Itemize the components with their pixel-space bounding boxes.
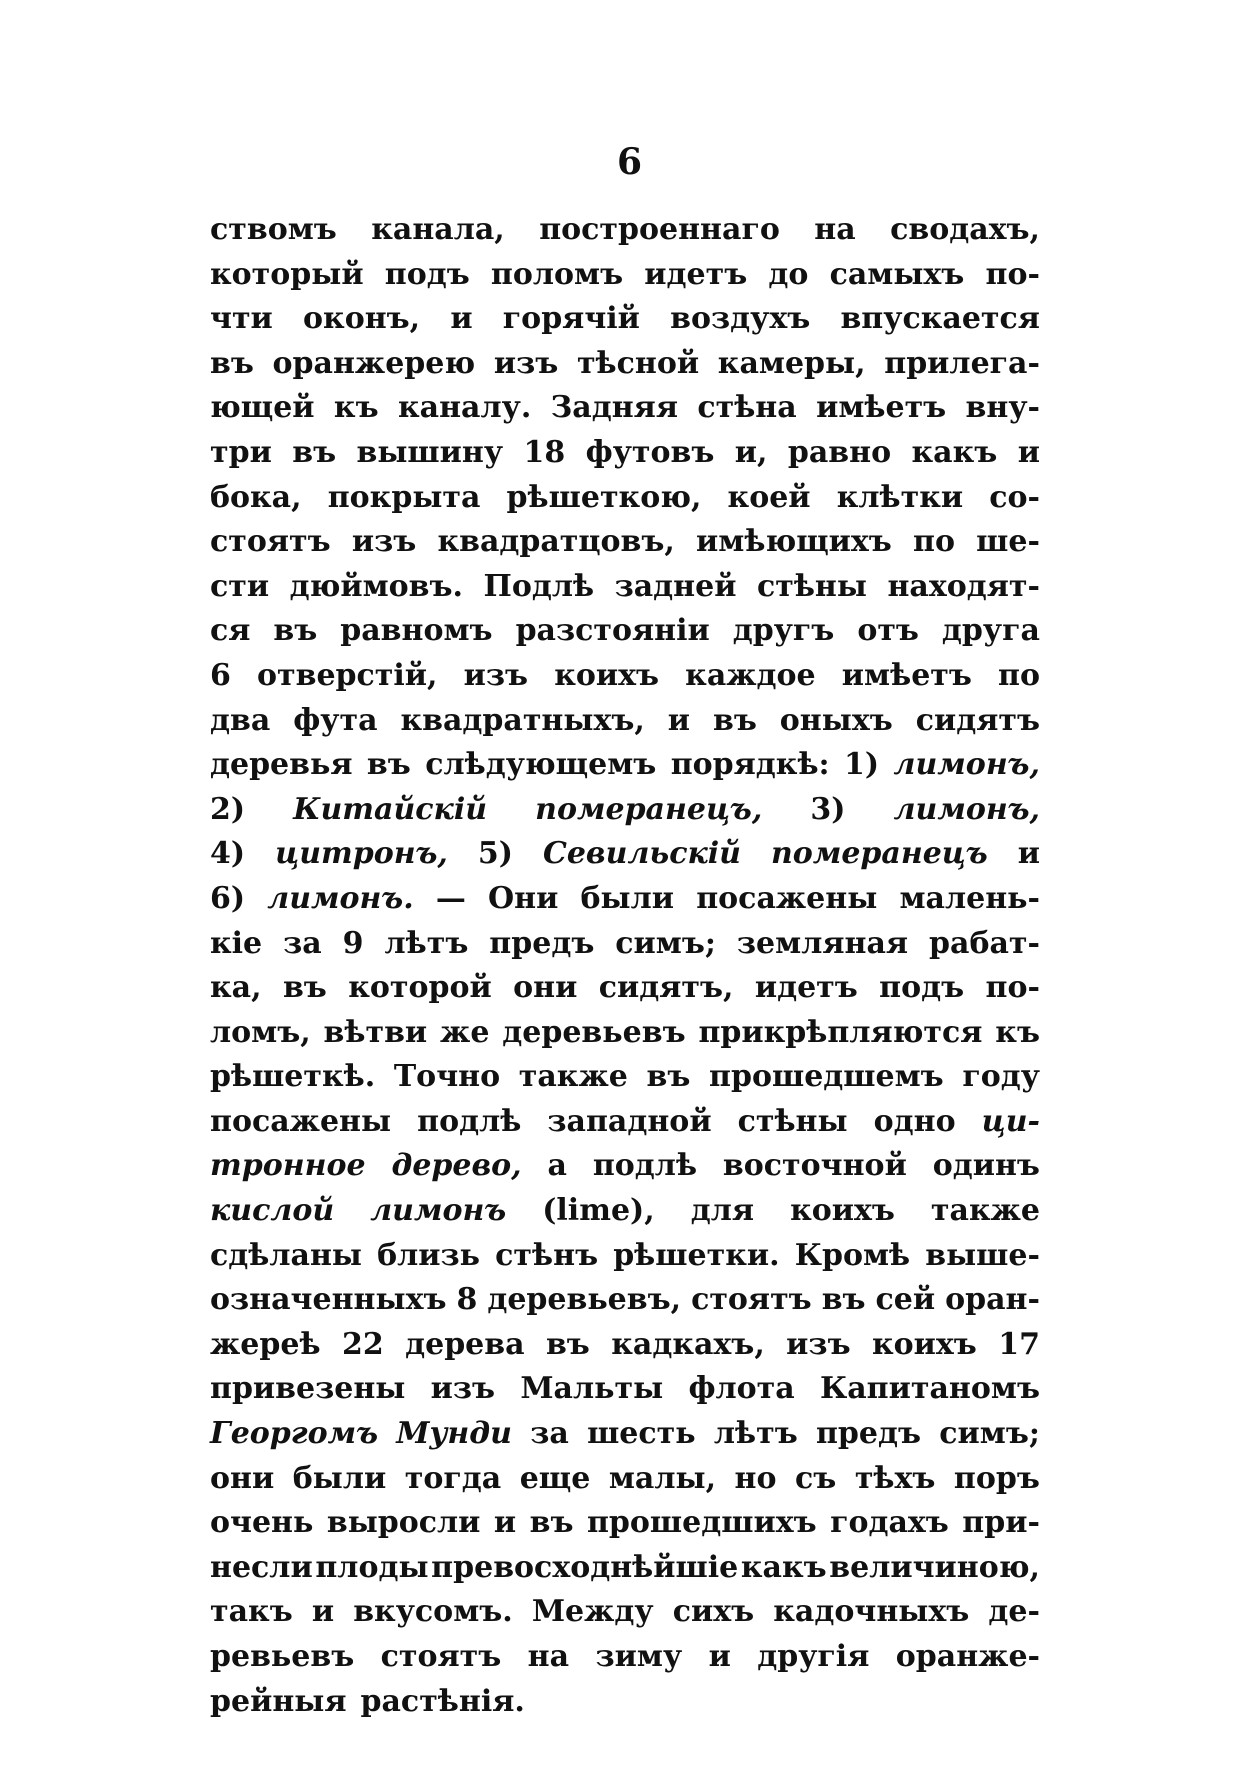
word: тронное [210, 1148, 366, 1184]
word: такъ [210, 1594, 293, 1630]
word: въ [292, 434, 337, 470]
word: жереѣ [210, 1326, 321, 1362]
text-line [210, 1100, 1040, 1145]
word: предъ [815, 1416, 921, 1452]
text-line [210, 922, 1040, 967]
text-line [210, 1412, 1040, 1457]
word: стѣнъ [495, 1237, 599, 1273]
word: выросли [326, 1505, 481, 1541]
word: — [435, 880, 466, 916]
word: впускается [840, 301, 1040, 337]
word: 8 [456, 1282, 478, 1318]
page-number: 6 [616, 141, 643, 183]
word: для [690, 1193, 755, 1229]
text-line [210, 1323, 1040, 1368]
word: сихъ [672, 1594, 755, 1630]
word: вну- [965, 390, 1040, 426]
word: друга [941, 613, 1040, 649]
word: рѣшеткою, [506, 479, 702, 515]
word: деревьевъ, [487, 1282, 682, 1318]
word: идетъ [754, 970, 858, 1006]
word: рѣшетки. [613, 1237, 780, 1273]
word: рѣшеткѣ. [210, 1059, 376, 1095]
word: одинъ [932, 1148, 1040, 1184]
word: тогда [404, 1460, 502, 1496]
word: вкусомъ. [353, 1594, 513, 1630]
word: ся [210, 613, 251, 649]
word: камеры, [717, 345, 866, 381]
word: поломъ [490, 256, 624, 292]
word: несли [210, 1549, 313, 1585]
word: они [513, 970, 578, 1006]
word: близь [377, 1237, 481, 1273]
word: зиму [595, 1639, 683, 1674]
word: сидятъ [915, 702, 1040, 738]
word: Китайскій [293, 791, 488, 827]
word: на [527, 1639, 570, 1674]
word: отъ [857, 613, 919, 649]
word: дерева [405, 1326, 525, 1362]
word: сидятъ, [598, 970, 734, 1006]
word: были [292, 1460, 387, 1496]
word: которой [348, 970, 492, 1006]
word: Георгомъ [210, 1416, 379, 1452]
word: плоды [315, 1549, 429, 1585]
word: каналу. [397, 390, 532, 426]
word: самыхъ [829, 256, 965, 292]
word: земляная [736, 925, 909, 961]
word: еще [519, 1460, 591, 1496]
word: 6 [210, 657, 231, 693]
word: лѣтъ [384, 925, 469, 961]
word: симъ; [615, 925, 716, 961]
word: два [210, 702, 271, 738]
word: и [311, 1594, 335, 1630]
word: подъ [384, 256, 470, 292]
word: Они [488, 880, 559, 916]
text-line [210, 609, 1040, 654]
word: стоятъ [380, 1639, 502, 1674]
word: 2) [210, 791, 246, 827]
word: году [962, 1059, 1040, 1095]
word: рабат- [929, 925, 1040, 961]
word: въ [821, 1282, 866, 1318]
word: дюймовъ. [289, 568, 463, 604]
word: но [734, 1460, 777, 1496]
word: имѣетъ [841, 657, 972, 693]
word: Подлѣ [483, 568, 595, 604]
word: въ [282, 970, 327, 1006]
word: по [913, 524, 955, 560]
word: ка, [210, 970, 262, 1006]
word: и, [734, 434, 768, 470]
word: по- [985, 256, 1040, 292]
text-line [210, 966, 1040, 1011]
word: равно [787, 434, 892, 470]
word: стѣна [697, 390, 797, 426]
word: и [667, 702, 691, 738]
word: имѣющихъ [696, 524, 892, 560]
word: 17 [998, 1326, 1040, 1362]
word: 1) [844, 747, 880, 783]
word: изъ [463, 657, 529, 693]
word: и [1017, 434, 1040, 470]
word: симъ; [939, 1416, 1040, 1452]
word: фута [293, 702, 378, 738]
text-line [210, 1367, 1040, 1412]
word: лимонъ, [893, 791, 1040, 827]
word: флота [688, 1371, 795, 1407]
text-line [210, 654, 1040, 699]
word: вѣтви [323, 1014, 428, 1050]
text-line [210, 476, 1040, 521]
word: лѣтъ [713, 1416, 798, 1452]
text-line [210, 1501, 1040, 1546]
word: Мальты [520, 1371, 664, 1407]
text-line [210, 1635, 1040, 1680]
word: въ [273, 613, 318, 649]
word: стѣны [737, 1103, 848, 1139]
word: растѣнія. [360, 1683, 525, 1719]
word: Капитаномъ [819, 1371, 1040, 1407]
text-line [210, 1680, 1040, 1725]
word: построеннаго [539, 212, 780, 247]
word: какъ [911, 434, 998, 470]
text-line [210, 877, 1040, 922]
text-line [210, 1234, 1040, 1279]
word: какъ [740, 1549, 827, 1585]
word: вышину [356, 434, 504, 470]
word: оранже- [895, 1639, 1040, 1674]
word: изъ [493, 345, 559, 381]
word: подлѣ [592, 1148, 698, 1184]
word: три [210, 434, 272, 470]
word: каждое [685, 657, 816, 693]
word: со- [989, 479, 1040, 515]
word: изъ [351, 524, 417, 560]
word: другія [757, 1639, 870, 1674]
word: превосходнѣйшіе [431, 1549, 739, 1585]
word: привезены [210, 1371, 406, 1407]
word: коей [727, 479, 811, 515]
word: ствомъ [210, 212, 337, 247]
word: Кромѣ [794, 1237, 911, 1273]
word: оныхъ [779, 702, 893, 738]
word: разстояніи [515, 613, 710, 649]
text-line [210, 832, 1040, 877]
word: на [814, 212, 856, 247]
word: коихъ [790, 1193, 895, 1229]
word: по [998, 657, 1040, 693]
word: съ [795, 1460, 837, 1496]
word: по- [985, 970, 1040, 1006]
word: чти [210, 301, 273, 337]
word: Севильскій [542, 836, 741, 872]
word: 5) [477, 836, 513, 872]
word: въ [366, 747, 411, 783]
text-line [210, 1011, 1040, 1056]
word: годахъ [830, 1505, 949, 1541]
word: малы, [608, 1460, 717, 1496]
text-line [210, 431, 1040, 476]
word: восточной [722, 1148, 907, 1184]
word: подъ [879, 970, 965, 1006]
word: квадратныхъ, [400, 702, 645, 738]
word: 9 [342, 925, 364, 961]
word: лимонъ, [893, 747, 1040, 783]
text-line [210, 1546, 1040, 1591]
text-line [210, 208, 1040, 253]
text-line [210, 1590, 1040, 1635]
word: оранжерею [272, 345, 476, 381]
word: кислой [210, 1193, 335, 1229]
body-text [210, 208, 1040, 1724]
word: лимонъ [370, 1193, 507, 1229]
word: стоятъ [691, 1282, 812, 1318]
word: они [210, 1460, 275, 1496]
word: (lime), [542, 1193, 655, 1229]
word: померанецъ, [535, 791, 763, 827]
word: оран- [945, 1282, 1040, 1318]
word: означенныхъ [210, 1282, 447, 1318]
word: Между [531, 1594, 654, 1630]
text-line [210, 342, 1040, 387]
word: ющей [210, 390, 315, 426]
word: слѣдующемъ [425, 747, 657, 783]
text-line [210, 1055, 1040, 1100]
text-line [210, 1189, 1040, 1234]
word: посажены [210, 1103, 392, 1139]
word: лимонъ. [267, 880, 414, 916]
word: подлѣ [417, 1103, 522, 1139]
word: поръ [953, 1460, 1040, 1496]
word: и [1017, 836, 1040, 872]
word: кадкахъ, [611, 1326, 765, 1362]
word: другъ [732, 613, 835, 649]
word: въ [545, 1326, 590, 1362]
word: выше- [925, 1237, 1040, 1273]
word: идетъ [644, 256, 748, 292]
word: стоятъ [210, 524, 331, 560]
word: воздухъ [670, 301, 811, 337]
word: въ [529, 1505, 574, 1541]
word: кадочныхъ [773, 1594, 970, 1630]
word: Мунди [396, 1416, 512, 1452]
text-line [210, 253, 1040, 298]
word: 4) [210, 836, 246, 872]
word: Задняя [550, 390, 678, 426]
word: также [518, 1059, 628, 1095]
text-line [210, 1457, 1040, 1502]
word: который [210, 256, 364, 292]
text-line [210, 1144, 1040, 1189]
word: въ [712, 702, 757, 738]
word: Точно [393, 1059, 501, 1095]
word: коихъ [872, 1326, 977, 1362]
word: сти [210, 568, 270, 604]
word: покрыта [327, 479, 481, 515]
word: ломъ, [210, 1014, 311, 1050]
word: деревья [210, 747, 353, 783]
word: отверстій, [257, 657, 438, 693]
word: клѣтки [836, 479, 964, 515]
word: въ [210, 345, 254, 381]
text-line [210, 565, 1040, 610]
word: также [930, 1193, 1040, 1229]
word: рейныя [210, 1683, 347, 1719]
word: 3) [810, 791, 846, 827]
word: и [493, 1505, 517, 1541]
word: а [547, 1148, 567, 1184]
word: оконъ, [303, 301, 421, 337]
word: за [283, 925, 322, 961]
word: въ [646, 1059, 691, 1095]
word: кіе [210, 925, 263, 961]
word: канала, [371, 212, 505, 247]
word: 22 [341, 1326, 384, 1362]
word: футовъ [585, 434, 715, 470]
word: тѣхъ [854, 1460, 936, 1496]
word: изъ [430, 1371, 496, 1407]
text-line [210, 1278, 1040, 1323]
text-line [210, 386, 1040, 431]
word: до [768, 256, 809, 292]
word: ревьевъ [210, 1639, 355, 1674]
text-line [210, 788, 1040, 833]
word: де- [988, 1594, 1040, 1630]
word: прикрѣпляются [698, 1014, 983, 1050]
word: прошедшихъ [586, 1505, 817, 1541]
word: цитронъ, [275, 836, 448, 872]
word: къ [995, 1014, 1040, 1050]
word: и [450, 301, 473, 337]
word: были [580, 880, 675, 916]
word: ци- [981, 1103, 1040, 1139]
word: деревьевъ [502, 1014, 686, 1050]
word: померанецъ [771, 836, 988, 872]
word: же [440, 1014, 490, 1050]
word: сдѣланы [210, 1237, 362, 1273]
word: величиною, [829, 1549, 1040, 1585]
word: и [708, 1639, 731, 1674]
word: шесть [587, 1416, 696, 1452]
text-line [210, 297, 1040, 342]
word: 6) [210, 880, 246, 916]
word: предъ [489, 925, 595, 961]
word: малень- [899, 880, 1040, 916]
word: горячій [502, 301, 640, 337]
word: за [530, 1416, 569, 1452]
word: сводахъ, [890, 212, 1040, 247]
word: имѣетъ [816, 390, 947, 426]
text-line [210, 520, 1040, 565]
word: западной [547, 1103, 712, 1139]
word: коихъ [554, 657, 660, 693]
word: къ [333, 390, 379, 426]
word: очень [210, 1505, 314, 1541]
text-line [210, 699, 1040, 744]
word: 18 [523, 434, 566, 470]
word: прилега- [884, 345, 1040, 381]
word: сей [875, 1282, 936, 1318]
word: изъ [786, 1326, 851, 1362]
word: тѣсной [576, 345, 700, 381]
word: посажены [696, 880, 878, 916]
word: при- [962, 1505, 1040, 1541]
word: квадратцовъ, [437, 524, 675, 560]
word: находят- [887, 568, 1040, 604]
word: дерево, [391, 1148, 522, 1184]
word: задней [614, 568, 737, 604]
word: одно [873, 1103, 956, 1139]
word: порядкѣ: [670, 747, 830, 783]
word: бока, [210, 479, 302, 515]
text-line [210, 743, 1040, 788]
word: равномъ [340, 613, 493, 649]
word: прошедшемъ [709, 1059, 944, 1095]
word: ше- [976, 524, 1040, 560]
word: стѣны [756, 568, 867, 604]
